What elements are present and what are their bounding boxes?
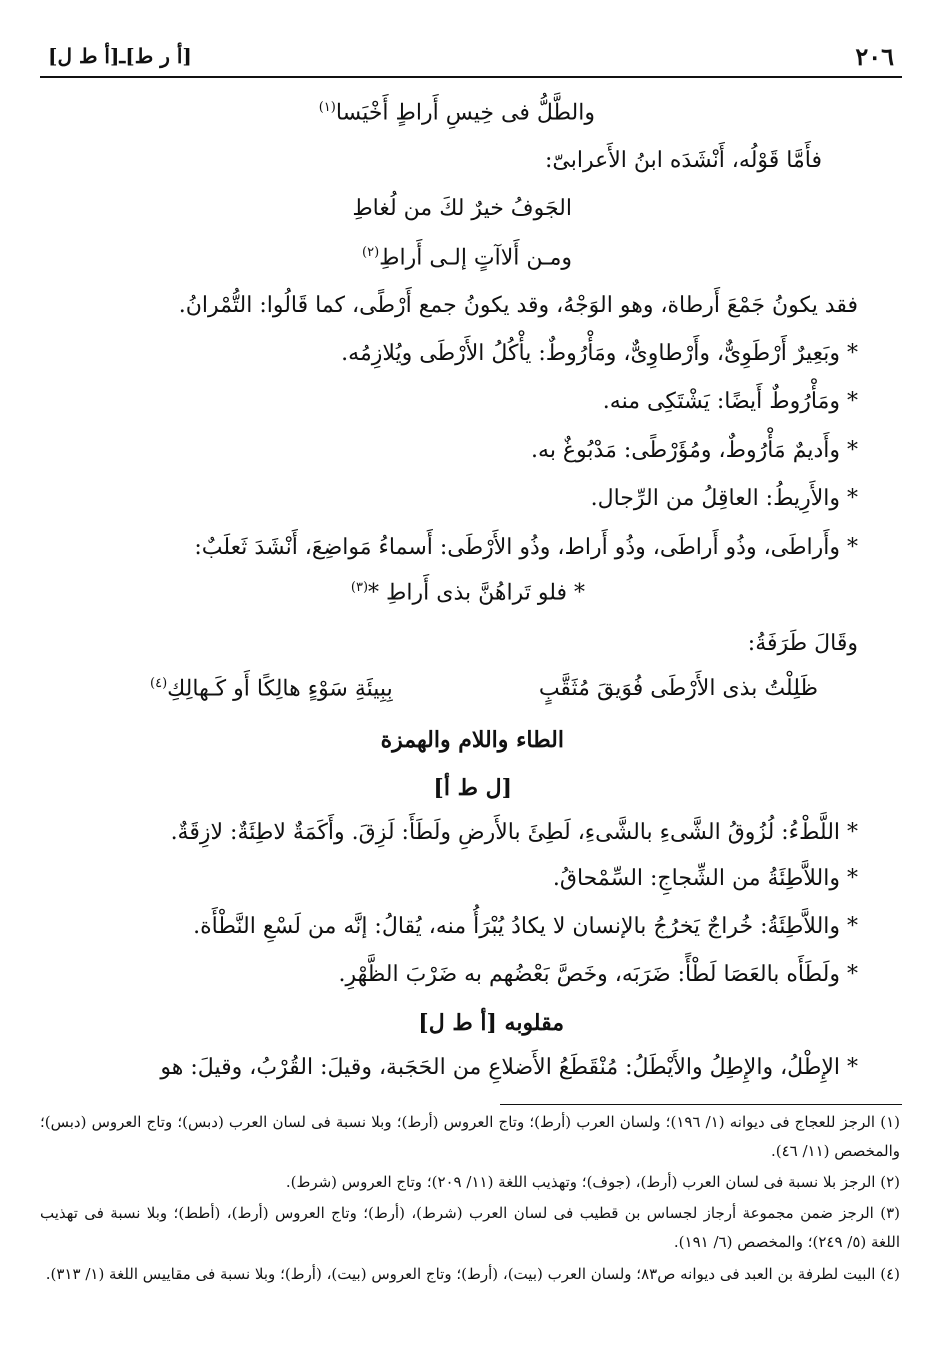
verse-text: والطَّلُّ فى خِيسِ أَراطٍ أَخْيَسا: [335, 100, 595, 126]
header-rule: [40, 76, 902, 78]
footnote: (٢) الرجز بلا نسبة فى لسان العرب (أرط)، (جوف)؛ وتهذيب اللغة (١١/ ٢٠٩)؛ وتاج العروس (شرط).: [285, 1173, 900, 1191]
footnote-marker: (٤): [150, 676, 168, 691]
text-line: * ولَطَأَه بالعَصَا لَطْأً: ضَرَبَه، وخَصَّ بَعْضُهم به ضَرْبَ الظَّهْرِ.: [338, 962, 858, 987]
footnote: (٤) البيت لطرفة بن العبد فى ديوانه ص٨٣؛ ولسان العرب (بيت)، (أرط)؛ وتاج العروس (بيت)، (أرط)؛ وبلا نسبة فى مقاييس اللغة (١/ ٣١٣).: [45, 1265, 900, 1283]
running-head: [أ ر ط]ـ[أ ط ل]: [48, 44, 192, 68]
verse-line: [319, 100, 595, 127]
verse-hemistich-left: [150, 676, 393, 701]
footnote-rule: [500, 1104, 902, 1105]
footnote-marker: (٣): [350, 580, 369, 595]
text-line: * واللاَّطِئَةُ من الشِّجاجِ: السِّمْحاقُ.: [552, 866, 858, 891]
verse-line: [351, 580, 585, 607]
text-line: * الإِطْلُ، والإِطِلُ والأَيْطَلُ: مُنْقَطَعُ الأَضلاعِ من الحَجَبة، وقيلَ: القُرْبُ، وقيلَ: هو: [160, 1055, 858, 1080]
footnote: (٣) الرجز ضمن مجموعة أرجاز لجساس بن قطيب فى لسان العرب (شرط)، (أرط)؛ وتاج العروس (أرط)، (أطط)؛ وبلا نسبة فى تهذيب اللغة (٥/ ٢٤٩)؛ والمخصص (٦/ ١٩١).: [40, 1204, 900, 1251]
text-line: * ومَأْرُوطٌ أَيضًا: يَشْتَكِى منه.: [602, 389, 858, 414]
text-line: فقد يكونُ جَمْعَ أَرطاة، وهو الوَجْهُ، وقد يكونُ جمع أَرْطًى، كما قَالُوا: التُّمْرانُ.: [178, 293, 858, 318]
verse-line: [362, 245, 572, 272]
verse-line: الجَوفُ خيرٌ لكَ من لُغاطِ: [352, 196, 572, 221]
verse-text: بِبِيئَةِ سَوْءٍ هالِكًا أَو كَـهالِكِ: [167, 676, 393, 702]
text-line: * واللاَّطِئَةُ: خُراجٌ يَخرُجُ بالإنسان لا يكادُ يُبْرَأُ منه، يُقالُ: إنَّه من لَسْعِ النَّطْأَة.: [193, 914, 858, 939]
text-line: * وأَراطَى، وذُو أَراطَى، وذُو أَراط، وذُو الأَرْطَى: أَسماءُ مَواضِعَ، أَنْشَدَ ثَعلَبٌ:: [194, 535, 858, 560]
footnote-marker: (١): [318, 100, 336, 115]
text-line: * وأَديمٌ مَأْرُوطٌ، ومُؤَرْطًى: مَدْبُوغٌ به.: [531, 438, 858, 463]
subsection-title: مقلوبه [أ ط ل]: [418, 1010, 564, 1036]
text-line: فأَمَّا قَوْلُه، أَنْشَدَه ابنُ الأَعرابىّ:: [545, 148, 822, 173]
verse-text: ومـن أَلاآتٍ إلـى أَراطِ: [379, 245, 572, 271]
text-line: وقَالَ طَرَفَةُ:: [747, 631, 858, 656]
root-title: [ل ط أ]: [433, 775, 512, 801]
page-number: ٢٠٦: [855, 42, 894, 71]
verse-text: * فلو تَراهُنَّ بذى أَراطِ *: [368, 580, 585, 606]
text-line: * اللَّطْءُ: لُزُوقُ الشَّىءِ بالشَّىءِ، لَطِئَ بالأَرضِ ولَطَأَ: لَزِقَ. وأَكَمَةٌ لاطِئَةٌ: لازِقَةٌ.: [170, 820, 858, 845]
footnote: (١) الرجز للعجاج فى ديوانه (١/ ١٩٦)؛ ولسان العرب (أرط)؛ وتاج العروس (أرط)؛ وبلا نسبة فى لسان العرب (دبس)؛ وتاج العروس (دبس)؛ والمخصص (١١/ ٤٦).: [40, 1113, 901, 1160]
page-header: [40, 40, 902, 76]
footnote-marker: (٢): [362, 245, 380, 260]
text-line: * والأَرِيطُ: العاقِلُ من الرِّجال.: [590, 486, 858, 511]
text-line: * وبَعِيرٌ أَرْطَوِىٌّ، وأَرْطاوِىٌّ، ومَأْرُوطٌ: يأْكُلُ الأَرْطَى ويُلازِمُه.: [341, 341, 858, 366]
section-title: الطاء واللام والهمزة: [380, 727, 564, 753]
verse-hemistich-right: ظَلِلْتُ بذى الأَرْطَى فُوَيقَ مُثَقَّبٍ: [538, 676, 818, 701]
